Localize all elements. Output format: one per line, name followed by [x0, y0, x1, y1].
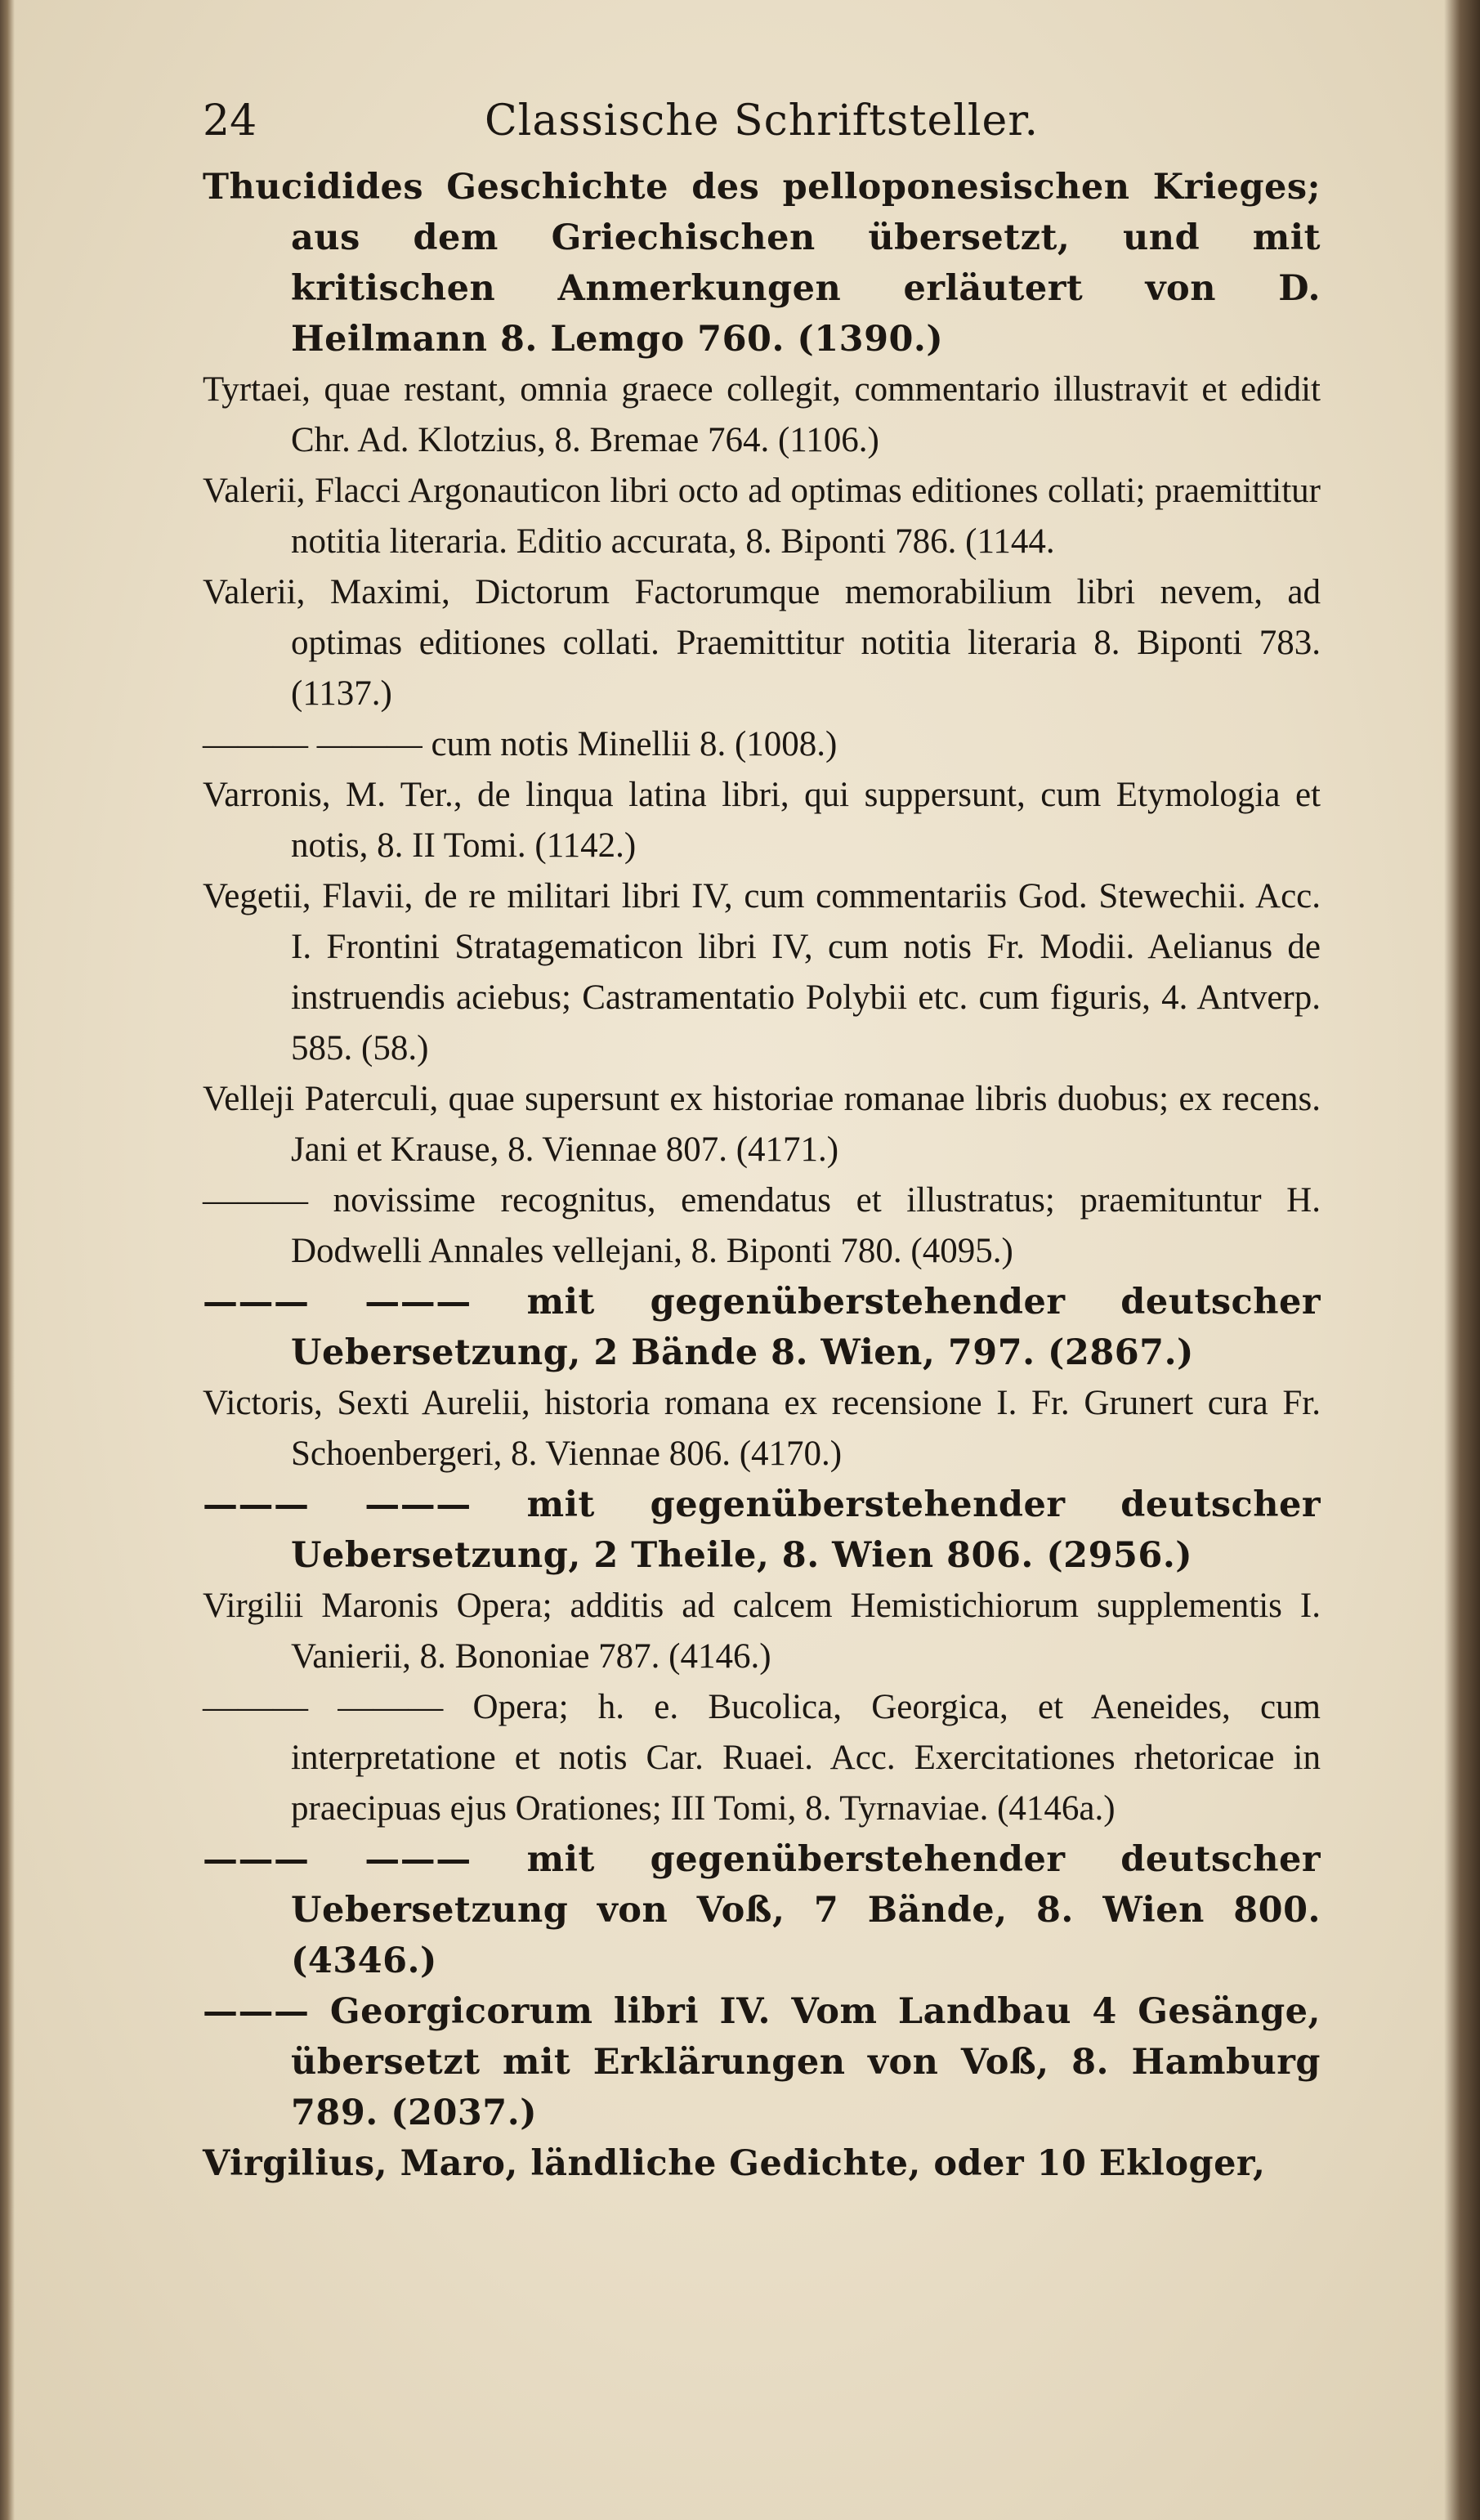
catalog-entry: Virgilius, Maro, ländliche Gedichte, oder 10 Ekloger, [203, 2143, 1266, 2184]
catalog-entry: Thucidides Geschichte des pelloponesischen Krieges; aus dem Griechischen übersetzt, und mit kritischen Anmerkungen erläutert von D. Heilmann 8. Lemgo 760. (1390.) [203, 167, 1321, 360]
catalog-entry: ——— ——— Opera; h. e. Bucolica, Georgica, et Aeneides, cum interpretatione et notis Car. Ruaei. Acc. Exercitationes rhetoricae in praecipuas ejus Orationes; III Tomi, 8. Tyrnaviae. (4146a.) [203, 1688, 1321, 1828]
page-edge-right [1444, 0, 1480, 2520]
running-head: Classische Schriftsteller. [485, 96, 1039, 145]
catalog-entry: ——— novissime recognitus, emendatus et illustratus; praemituntur H. Dodwelli Annales vellejani, 8. Biponti 780. (4095.) [203, 1181, 1321, 1270]
catalog-entry: Tyrtaei, quae restant, omnia graece collegit, commentario illustravit et edidit Chr. Ad. Klotzius, 8. Bremae 764. (1106.) [203, 370, 1321, 459]
catalog-entry: ——— Georgicorum libri IV. Vom Landbau 4 Gesänge, übersetzt mit Erklärungen von Voß, 8. Hamburg 789. (2037.) [203, 1991, 1321, 2133]
catalog-entry: ——— ——— mit gegenüberstehender deutscher Uebersetzung von Voß, 7 Bände, 8. Wien 800. (4346.) [203, 1839, 1321, 1981]
catalog-entry: Victoris, Sexti Aurelii, historia romana ex recensione I. Fr. Grunert cura Fr. Schoenbergeri, 8. Viennae 806. (4170.) [203, 1384, 1321, 1473]
catalog-entry: Vegetii, Flavii, de re militari libri IV, cum commentariis God. Stewechii. Acc. I. Frontini Stratagematicon libri IV, cum notis Fr. Modii. Aelianus de instruendis aciebus; Castramentatio Polybii etc. cum figuris, 4. Antverp. 585. (58.) [203, 877, 1321, 1068]
catalog-entry: ——— ——— cum notis Minellii 8. (1008.) [203, 725, 838, 763]
catalog-entry: ——— ——— mit gegenüberstehender deutscher Uebersetzung, 2 Bände 8. Wien, 797. (2867.) [203, 1282, 1321, 1373]
page-edge-left [0, 0, 15, 2520]
catalog-entry: Virgilii Maronis Opera; additis ad calcem Hemistichiorum supplementis I. Vanierii, 8. Bononiae 787. (4146.) [203, 1587, 1321, 1676]
catalog-entry: Velleji Paterculi, quae supersunt ex historiae romanae libris duobus; ex recens. Jani et Krause, 8. Viennae 807. (4171.) [203, 1080, 1321, 1169]
catalog-entry: Valerii, Flacci Argonauticon libri octo ad optimas editiones collati; praemittitur notitia literaria. Editio accurata, 8. Biponti 786. (1144. [203, 472, 1321, 561]
catalog-entry: ——— ——— mit gegenüberstehender deutscher Uebersetzung, 2 Theile, 8. Wien 806. (2956.) [203, 1484, 1321, 1576]
page-header [203, 96, 1321, 162]
page-number: 24 [203, 96, 257, 145]
catalog-entry: Varronis, M. Ter., de linqua latina libri, qui suppersunt, cum Etymologia et notis, 8. II Tomi. (1142.) [203, 776, 1321, 865]
catalog-entries [203, 162, 1321, 2189]
catalog-entry: Valerii, Maximi, Dictorum Factorumque memorabilium libri nevem, ad optimas editiones collati. Praemittitur notitia literaria 8. Biponti 783. (1137.) [203, 573, 1321, 713]
